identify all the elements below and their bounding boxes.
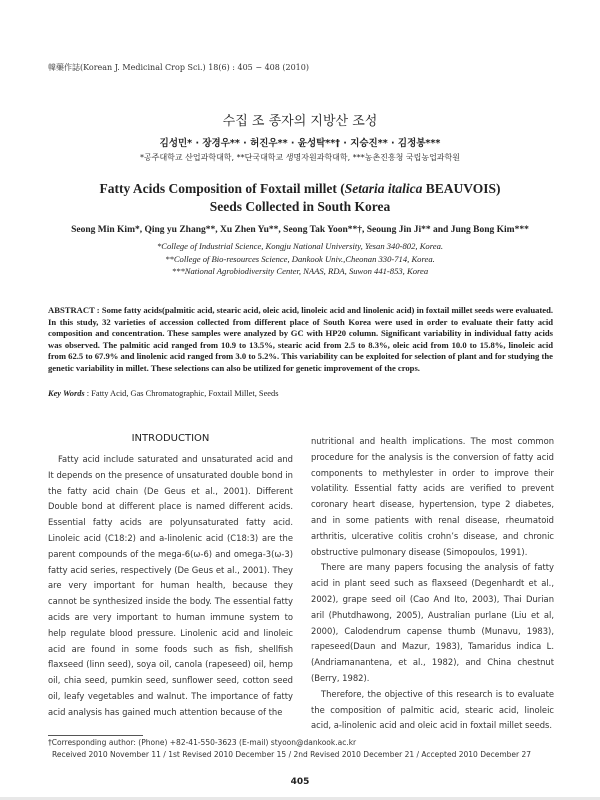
footnote-corresponding: †Corresponding author: (Phone) +82-41-550-3623 (E-mail) styoon@dankook.ac.kr	[48, 738, 357, 747]
keywords	[48, 389, 278, 398]
affiliation-2: **College of Bio-resources Science, Dankook Univ.,Cheonan 330-714, Korea.	[165, 253, 435, 264]
right-paragraph-3: Therefore, the objective of this research is to evaluate the composition of palmitic acid, stearic acid, linoleic acid, a-linolenic acid and oleic acid in foxtail millet seeds.	[311, 688, 554, 731]
affiliation-1: *College of Industrial Science, Kongju National University, Yesan 340-802, Korea.	[156, 241, 444, 251]
english-title	[40, 180, 560, 216]
english-authors: Seong Min Kim*, Qing yu Zhang**, Xu Zhen Yu**, Seong Tak Yoon**†, Seoung Jin Ji** and Jung Bong Kim***	[71, 225, 529, 235]
left-column	[48, 452, 293, 721]
page-number: 405	[290, 777, 310, 787]
korean-authors: 김성민* · 장경우** · 허진우** · 윤성탁**† · 지승진** · 김정봉***	[159, 138, 441, 149]
right-paragraph-1: nutritional and health implications. The most common procedure for the analysis is the conversion of fatty acid components to methylester in order to improve their volatility. Essential fatty acids are verified to prevent coronary heart disease, hypertension, type 2 diabetes, and in some patients with renal disease, rheumatoid arthritis, ulcerative colitis crohn’s disease, and chronic obstructive pulmonary disease (Simopoulos, 1991).	[311, 436, 554, 557]
title-suffix: BEAUVOIS)	[422, 181, 501, 196]
keywords-list: : Fatty Acid, Gas Chromatographic, Foxtail Millet, Seeds	[84, 389, 279, 398]
right-paragraph-2: There are many papers focusing the analysis of fatty acid in plant seed such as flaxseed (Degenhardt et al., 2002), grape seed oil (Cao And Ito, 2003), Thai Durian aril (Phutdhawong, 2005), Australian purlane (Liu et al, 2000), Calodendrum capense thumb (Munavu, 1983), rapeseed(Daun and Mazur, 1983), Tamaridus indica L. (Andriamanantena, et al., 1982), and China chestnut (Berry, 1982).	[311, 562, 554, 683]
abstract: ABSTRACT : Some fatty acids(palmitic acid, stearic acid, oleic acid, linoleic acid and linolenic acid) in foxtail millet seeds were evaluated. In this study, 32 varieties of accession collected from different place of South Korea were used in order to evaluate their fatty acid composition and concentration. These samples were analyzed by GC with HP20 column. Significant variability in individual fatty acids was observed. The palmitic acid ranged from 10.9 to 13.5%, stearic acid from 2.5 to 8.3%, oleic acid from 10.0 to 15.8%, linoleic acid from 62.5 to 67.9% and linolenic acid ranged from 3.0 to 5.2%. This variability can be exploited for selection of plant and for studying the genetic variability in millet. These selections can also be utilized for genetic improvement of the crops.	[48, 305, 553, 373]
title-species: Setaria italica	[344, 181, 423, 196]
title-line2: Seeds Collected in South Korea	[209, 199, 391, 214]
right-column	[311, 434, 554, 734]
korean-affiliations: *공주대학교 산업과학대학, **단국대학교 생명자원과학대학, ***농촌진흥청 국립농업과학원	[139, 153, 460, 162]
english-affiliations	[0, 240, 600, 278]
journal-header: 韓藥作誌(Korean J. Medicinal Crop Sci.) 18(6) : 405 − 408 (2010)	[48, 63, 309, 72]
affiliation-3: ***National Agrobiodiversity Center, NAAS, RDA, Suwon 441-853, Korea	[171, 266, 429, 276]
left-paragraph: Fatty acid include saturated and unsaturated acid and It depends on the presence of unsaturated double bond in the fatty acid chain (De Geus et al., 2001). Different Double bond at different place is named different acids. Essential fatty acids are polyunsaturated fatty acid. Linoleic acid (C18:2) and a-linolenic acid (C18:3) are the parent compounds of the mega-6(ω-6) and omega-3(ω-3) fatty acid series, respectively (De Geus et al., 2001). They are very important for human health, because they cannot be synthesized inside the body. The essential fatty acids are very important to human immune system to help regulate blood pressure. Linolenic acid and linoleic acid are found in some foods such as fish, shellfish flaxseed (linn seed), soya oil, canola (rapeseed) oil, hemp oil, chia seed, pumkin seed, sunflower seed, cotton seed oil, leafy vegetables and walnut. The importance of fatty acid analysis has gained much attention because of the	[48, 454, 293, 717]
section-heading: INTRODUCTION	[131, 433, 210, 444]
keywords-label: Key Words	[48, 389, 85, 398]
footnote-divider	[48, 735, 143, 736]
korean-title: 수집 조 종자의 지방산 조성	[222, 114, 378, 129]
title-prefix: Fatty Acids Composition of Foxtail millet (	[99, 181, 345, 196]
footnote-received: Received 2010 November 11 / 1st Revised 2010 December 15 / 2nd Revised 2010 December 21 / Accepted 2010 December 27	[52, 750, 532, 759]
